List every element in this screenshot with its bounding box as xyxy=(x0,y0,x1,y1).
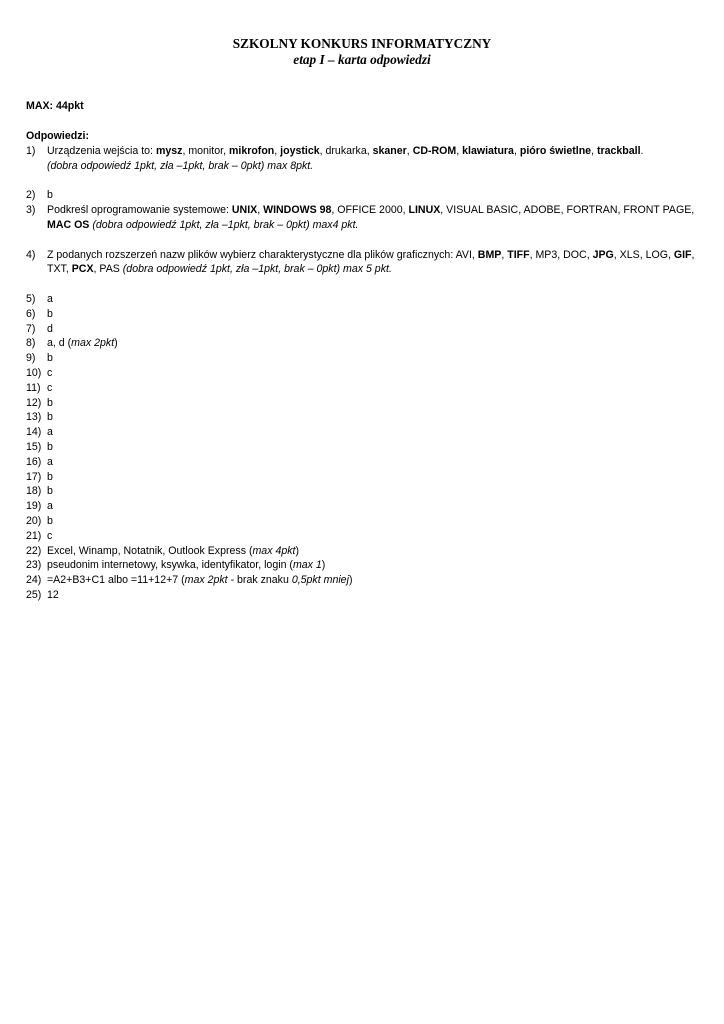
answer-item-1 xyxy=(26,144,696,174)
answer-number: 12) xyxy=(26,396,42,409)
answer-item xyxy=(26,588,696,603)
answer-number: 24) xyxy=(26,574,42,587)
answer-text xyxy=(47,145,644,157)
correct-option: mikrofon xyxy=(228,145,275,157)
answer-text: c xyxy=(47,381,53,394)
answer-item xyxy=(26,410,696,425)
correct-option: GIF xyxy=(673,248,692,261)
option-text: , PAS xyxy=(93,263,123,276)
answer-number: 18) xyxy=(26,485,42,498)
option-text: , TXT, xyxy=(47,248,695,276)
answer-text: c xyxy=(47,366,53,379)
correct-option: PCX xyxy=(71,263,94,276)
correct-option: LINUX xyxy=(408,204,441,217)
answer-scoring-note: max 2pkt xyxy=(184,574,228,587)
answers-list xyxy=(26,144,696,603)
correct-option: skaner xyxy=(372,145,407,157)
answer-scoring-note: max 1 xyxy=(292,559,322,572)
answer-number: 21) xyxy=(26,529,42,542)
answer-item xyxy=(26,544,696,559)
answer-item xyxy=(26,514,696,529)
answer-number: 1) xyxy=(26,145,36,157)
answer-number: 13) xyxy=(26,411,42,424)
answer-item xyxy=(26,484,696,499)
answer-text: b xyxy=(47,396,53,409)
answer-text: =A2+B3+C1 albo =11+12+7 ( xyxy=(47,574,185,587)
answer-scoring-note: (dobra odpowiedź 1pkt, zła –1pkt, brak – 0pkt) max 5 pkt. xyxy=(122,263,392,276)
correct-option: trackball xyxy=(596,145,641,157)
answer-item xyxy=(26,336,696,351)
answer-number: 10) xyxy=(26,366,42,379)
answers-heading: Odpowiedzi: xyxy=(26,130,89,142)
answer-lead: Urządzenia wejścia to: xyxy=(47,145,156,157)
answer-text: b xyxy=(47,485,53,498)
answer-text: ) xyxy=(295,544,299,557)
max-points: MAX: 44pkt xyxy=(26,100,84,112)
option-text: , drukarka, xyxy=(319,145,373,157)
answer-item xyxy=(26,381,696,396)
option-text: , xyxy=(406,145,413,157)
answer-number: 16) xyxy=(26,455,42,468)
correct-option: MAC OS xyxy=(47,218,90,231)
answer-number: 22) xyxy=(26,544,42,557)
answer-item xyxy=(26,307,696,322)
answer-number: 2) xyxy=(26,189,36,202)
answer-text: b xyxy=(47,514,53,527)
answer-number: 11) xyxy=(26,381,41,394)
correct-option: mysz xyxy=(155,145,183,157)
correct-option: klawiatura xyxy=(462,145,514,157)
option-text: , VISUAL BASIC, ADOBE, FORTRAN, FRONT PAGE, xyxy=(440,204,695,217)
answer-text: 12 xyxy=(47,588,59,601)
correct-option: CD-ROM xyxy=(412,145,457,157)
answer-number: 5) xyxy=(26,292,36,305)
answer-text: a xyxy=(47,500,53,513)
short-answers-list xyxy=(26,292,696,603)
answer-number: 9) xyxy=(26,352,36,365)
option-text: , OFFICE 2000, xyxy=(331,204,409,217)
answer-item xyxy=(26,322,696,337)
answer-number: 3) xyxy=(26,204,36,217)
answer-number: 8) xyxy=(26,337,36,350)
correct-option: WINDOWS 98 xyxy=(263,204,332,217)
answer-text: a xyxy=(47,426,53,439)
answer-scoring-note: (dobra odpowiedź 1pkt, zła –1pkt, brak – 0pkt) max4 pkt. xyxy=(92,218,359,231)
answer-text: b xyxy=(47,411,53,424)
answer-number: 17) xyxy=(26,470,42,483)
correct-option: JPG xyxy=(592,248,614,261)
answer-item xyxy=(26,366,696,381)
answer-number: 15) xyxy=(26,440,42,453)
answer-text: a, d ( xyxy=(47,337,72,350)
answer-scoring-note: max 2pkt xyxy=(71,337,115,350)
answer-number: 14) xyxy=(26,426,42,439)
document-subtitle: etap I – karta odpowiedzi xyxy=(293,52,431,67)
answer-item xyxy=(26,573,696,588)
option-text: , xyxy=(257,204,264,217)
answer-item xyxy=(26,396,696,411)
answer-text: - brak znaku xyxy=(227,574,292,587)
answer-item xyxy=(26,499,696,514)
answer-item xyxy=(26,529,696,544)
answer-item xyxy=(26,351,696,366)
answer-item-4 xyxy=(26,248,696,278)
answer-item-2 xyxy=(26,188,696,203)
answer-item-3 xyxy=(26,203,696,233)
option-text: . xyxy=(640,145,644,157)
answer-number: 6) xyxy=(26,307,36,320)
document-title: SZKOLNY KONKURS INFORMATYCZNY xyxy=(232,36,492,51)
answer-text: d xyxy=(47,322,53,335)
answer-item xyxy=(26,455,696,470)
answer-number: 20) xyxy=(26,514,42,527)
option-text: , xyxy=(456,145,463,157)
option-text: , xyxy=(513,145,520,157)
correct-option: BMP xyxy=(477,248,502,261)
answer-scoring-note: 0,5pkt mniej xyxy=(291,574,349,587)
answer-scoring-note: (dobra odpowiedź 1pkt, zła –1pkt, brak – 0pkt) max 8pkt. xyxy=(47,159,314,172)
answer-text: pseudonim internetowy, ksywka, identyfikator, login ( xyxy=(47,559,293,572)
answer-item xyxy=(26,470,696,485)
correct-option: TIFF xyxy=(507,248,530,261)
correct-option: pióro świetlne xyxy=(519,145,592,157)
answer-text: b xyxy=(47,189,53,202)
document-header xyxy=(0,36,724,68)
answer-lead: Z podanych rozszerzeń nazw plików wybierz charakterystyczne dla plików graficznych: AVI, xyxy=(47,248,478,261)
answer-text: b xyxy=(47,440,53,453)
answer-item xyxy=(26,292,696,307)
correct-option: joystick xyxy=(280,145,320,157)
answer-text: b xyxy=(47,470,53,483)
answer-options xyxy=(156,145,644,157)
answer-number: 7) xyxy=(26,322,36,335)
answer-text: c xyxy=(47,529,53,542)
answer-number: 19) xyxy=(26,500,42,513)
option-text: , xyxy=(501,248,508,261)
option-text: , XLS, LOG, xyxy=(613,248,674,261)
answer-item xyxy=(26,440,696,455)
answer-number: 23) xyxy=(26,559,42,572)
answer-text: ) xyxy=(348,574,353,587)
answer-number: 4) xyxy=(26,248,36,261)
correct-option: UNIX xyxy=(231,204,258,217)
answer-text: a xyxy=(47,455,53,468)
option-text: , xyxy=(274,145,281,157)
answer-number: 25) xyxy=(26,588,42,601)
option-text: , MP3, DOC, xyxy=(529,248,593,261)
answer-item xyxy=(26,425,696,440)
answer-lead: Podkreśl oprogramowanie systemowe: xyxy=(47,204,232,217)
answer-scoring-note: max 4pkt xyxy=(252,544,296,557)
answer-text: ) xyxy=(321,559,326,572)
answer-text: ) xyxy=(114,337,118,350)
option-text: , monitor, xyxy=(182,145,229,157)
option-text: , xyxy=(591,145,597,157)
answer-text: Excel, Winamp, Notatnik, Outlook Express ( xyxy=(47,544,253,557)
answer-text: b xyxy=(47,307,53,320)
answer-text: a xyxy=(47,292,53,305)
answer-text: b xyxy=(47,352,53,365)
answer-item xyxy=(26,558,696,573)
